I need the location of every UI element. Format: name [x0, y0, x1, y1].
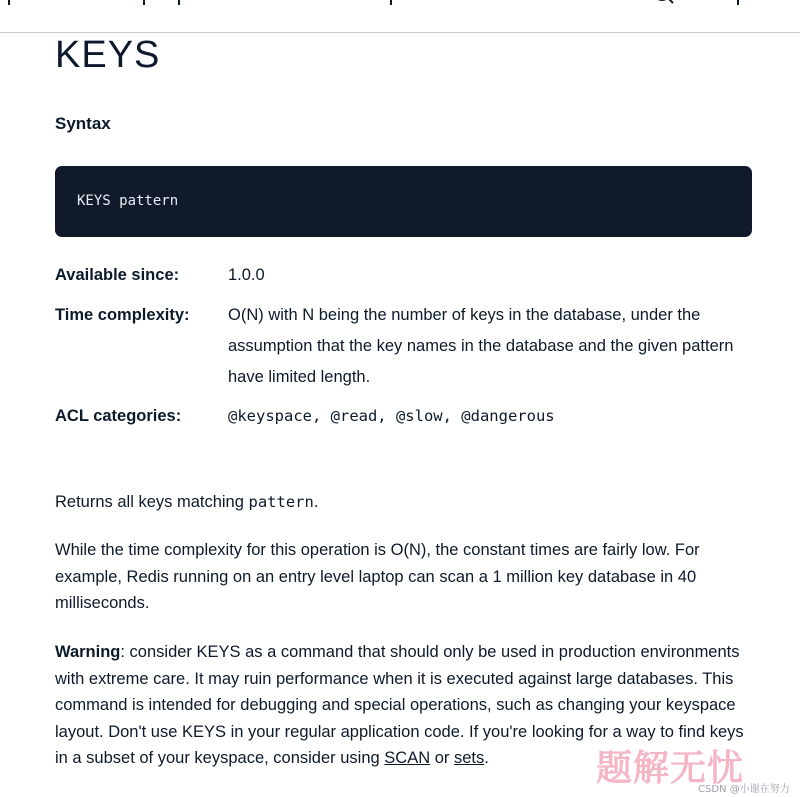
description-paragraph: [55, 489, 752, 516]
nav-edge-mark: [143, 0, 145, 5]
nav-edge-mark: [178, 0, 180, 5]
text-span: .: [484, 749, 489, 767]
page-title: KEYS: [55, 34, 161, 76]
watermark-overlay: 题解无忧: [596, 748, 745, 789]
warning-label: Warning: [55, 643, 121, 661]
scan-link[interactable]: SCAN: [384, 749, 431, 767]
complexity-paragraph: While the time complexity for this operation is O(N), the constant times are fairly low. For example, Redis running on an entry level laptop can scan a 1 million key database in 40 milliseconds.: [55, 541, 700, 612]
text-span: .: [313, 493, 319, 511]
text-span: Returns all keys matching: [55, 493, 249, 511]
inline-code: pattern: [248, 493, 314, 511]
source-credit: CSDN @小谢在努力: [698, 784, 790, 795]
meta-key: Time complexity:: [55, 306, 190, 324]
sets-link[interactable]: sets: [453, 749, 485, 767]
meta-key: Available since:: [55, 266, 180, 284]
nav-edge-mark: [737, 0, 739, 5]
syntax-code: KEYS pattern: [77, 193, 179, 209]
meta-key: ACL categories:: [55, 407, 182, 425]
syntax-heading: Syntax: [55, 114, 111, 133]
top-navigation-bar: [0, 0, 800, 33]
meta-value: O(N) with N being the number of keys in the database, under the assumption that the key names in the database and the given pattern have limited length.: [228, 306, 734, 386]
nav-edge-mark: [8, 0, 10, 5]
syntax-code-block: [55, 166, 752, 237]
text-span: or: [430, 749, 454, 767]
nav-edge-mark: [390, 0, 392, 5]
meta-value: 1.0.0: [228, 266, 265, 284]
text-span: : consider KEYS as a command that should only be used in production environments with extreme care. It may ruin performance when it is executed against large databases. This command is intended for debugging and special operations, such as changing your keyspace layout. Don't use KEYS in your regular application code. If you're looking for a way to find keys in a subset of your keyspace, consider using: [55, 643, 744, 767]
search-icon[interactable]: [650, 0, 676, 13]
meta-value: @keyspace, @read, @slow, @dangerous: [228, 407, 555, 425]
